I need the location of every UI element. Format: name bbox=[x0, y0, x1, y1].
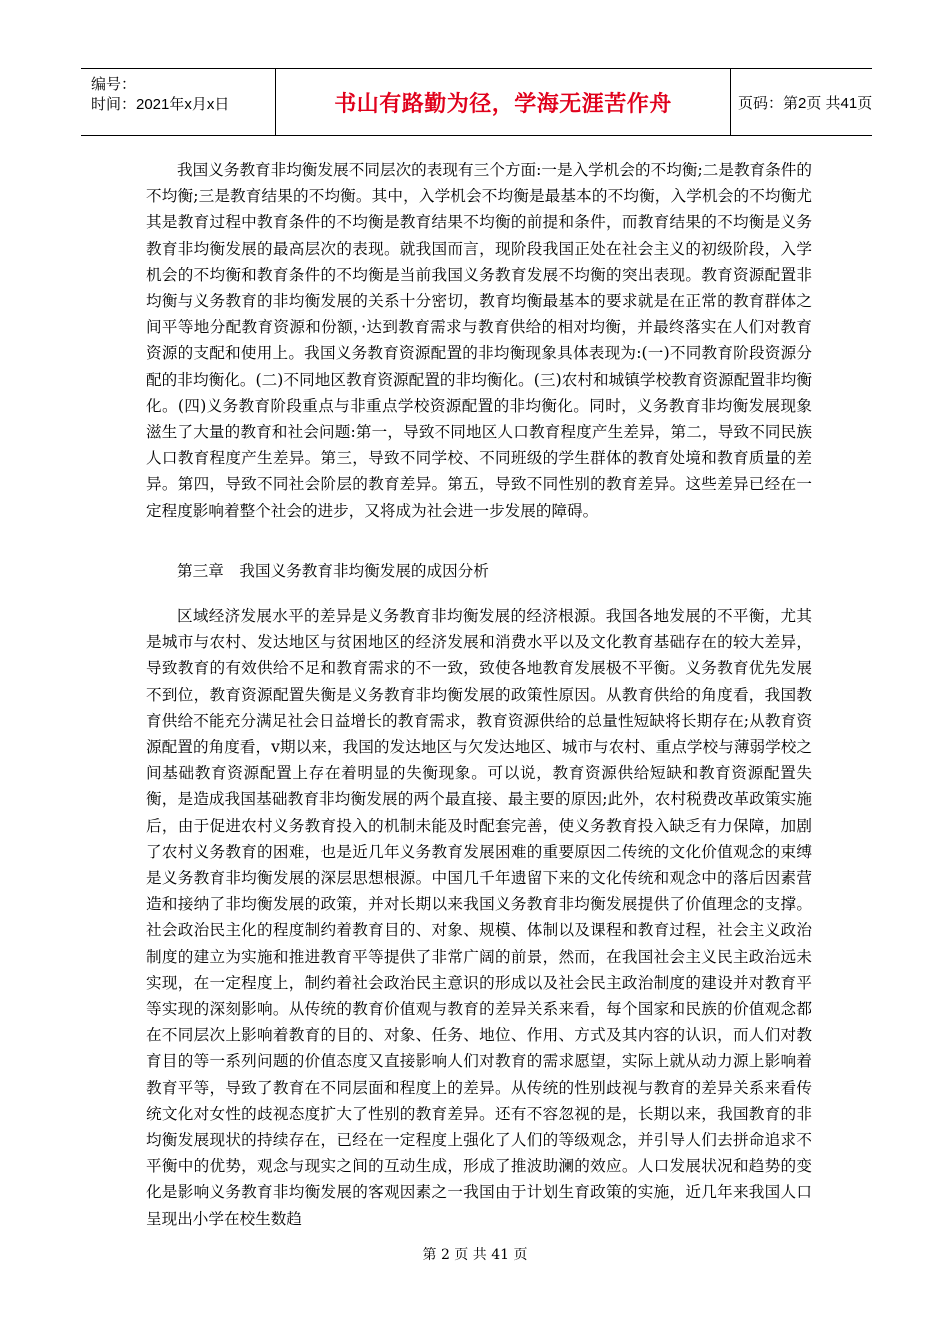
page-footer: 第 2 页 共 41 页 bbox=[422, 1247, 528, 1263]
body-paragraph-2: 区域经济发展水平的差异是义务教育非均衡发展的经济根源。我国各地发展的不平衡，尤其是城市与农村、发达地区与贫困地区的经济发展和消费水平以及文化教育基础存在的较大差异，导致教育的有效供给不足和教育需求的不一致，致使各地教育发展极不平衡。义务教育优先发展不到位，教育资源配置失衡是义务教育非均衡发展的政策性原因。从教育供给的角度看，我国教育供给不能充分满足社会日益增长的教育需求，教育资源供给的总量性短缺将长期存在;从教育资源配置的角度看，v期以来，我国的发达地区与欠发达地区、城市与农村、重点学校与薄弱学校之间基础教育资源配置上存在着明显的失衡现象。可以说，教育资源供给短缺和教育资源配置失衡，是造成我国基础教育非均衡发展的两个最直接、最主要的原因;此外，农村税费改革政策实施后，由于促进农村义务教育投入的机制未能及时配套完善，使义务教育投入缺乏有力保障，加剧了农村义务教育的困难，也是近几年义务教育发展困难的重要原因二传统的文化价值观念的束缚是义务教育非均衡发展的深层思想根源。中国几千年遗留下来的文化传统和观念中的落后因素营造和接纳了非均衡发展的政策，并对长期以来我国义务教育非均衡发展提供了价值理念的支撑。社会政治民主化的程度制约着教育目的、对象、规模、体制以及课程和教育过程，社会主义政治制度的建立为实施和推进教育平等提供了非常广阔的前景，然而，在我国社会主义民主政治远未实现，在一定程度上，制约着社会政治民主意识的形成以及社会民主政治制度的建设并对教育平等实现的深刻影响。从传统的教育价值观与教育的差异关系来看，每个国家和民族的价值观念都在不同层次上影响着教育的目的、对象、任务、地位、作用、方式及其内容的认识，而人们对教育目的等一系列问题的价值态度又直接影响人们对教育的需求愿望，实际上就从动力源上影响着教育平等，导致了教育在不同层面和程度上的差异。从传统的性别歧视与教育的差异关系来看传统文化对女性的歧视态度扩大了性别的教育差异。还有不容忽视的是，长期以来，我国教育的非均衡发展现状的持续存在，已经在一定程度上强化了人们的等级观念，并引导人们去拼命追求不平衡中的优势，观念与现实之间的互动生成，形成了推波助澜的效应。人口发展状况和趋势的变化是影响义务教育非均衡发展的客观因素之一我国由于计划生育政策的实施，近几年来我国人口呈现出小学在校生数趋 bbox=[146, 607, 812, 1228]
document-date-label: 时间：2021年x月x日 bbox=[91, 96, 230, 113]
motto-text: 书山有路勤为径，学海无涯苦作舟 bbox=[334, 91, 672, 117]
header-meta-cell bbox=[81, 69, 275, 135]
document-number-label: 编号： bbox=[91, 76, 137, 93]
header-table bbox=[81, 68, 872, 136]
header-motto-cell bbox=[275, 69, 731, 135]
page-number-info: 页码：第2页 共41页 bbox=[738, 94, 873, 112]
body-paragraph-1: 我国义务教育非均衡发展不同层次的表现有三个方面:一是入学机会的不均衡;二是教育条件的不均衡;三是教育结果的不均衡。其中，入学机会不均衡是最基本的不均衡，入学机会的不均衡尤其是教育过程中教育条件的不均衡是教育结果不均衡的前提和条件，而教育结果的不均衡是义务教育非均衡发展的最高层次的表现。就我国而言，现阶段我国正处在社会主义的初级阶段，入学机会的不均衡和教育条件的不均衡是当前我国义务教育发展不均衡的突出表现。教育资源配置非均衡与义务教育的非均衡发展的关系十分密切，教育均衡最基本的要求就是在正常的教育群体之间平等地分配教育资源和份额，·达到教育需求与教育供给的相对均衡，并最终落实在人们对教育资源的支配和使用上。我国义务教育资源配置的非均衡现象具体表现为:(一)不同教育阶段资源分配的非均衡化。(二)不同地区教育资源配置的非均衡化。(三)农村和城镇学校教育资源配置非均衡化。(四)义务教育阶段重点与非重点学校资源配置的非均衡化。同时，义务教育非均衡发展现象滋生了大量的教育和社会问题:第一，导致不同地区人口教育程度产生差异，第二，导致不同民族人口教育程度产生差异。第三，导致不同学校、不同班级的学生群体的教育处境和教育质量的差异。第四，导致不同社会阶层的教育差异。第五，导致不同性别的教育差异。这些差异已经在一定程度影响着整个社会的进步，又将成为社会进一步发展的障碍。 bbox=[146, 161, 812, 520]
header-page-cell bbox=[730, 69, 872, 135]
chapter-heading: 第三章 我国义务教育非均衡发展的成因分析 bbox=[177, 562, 489, 580]
